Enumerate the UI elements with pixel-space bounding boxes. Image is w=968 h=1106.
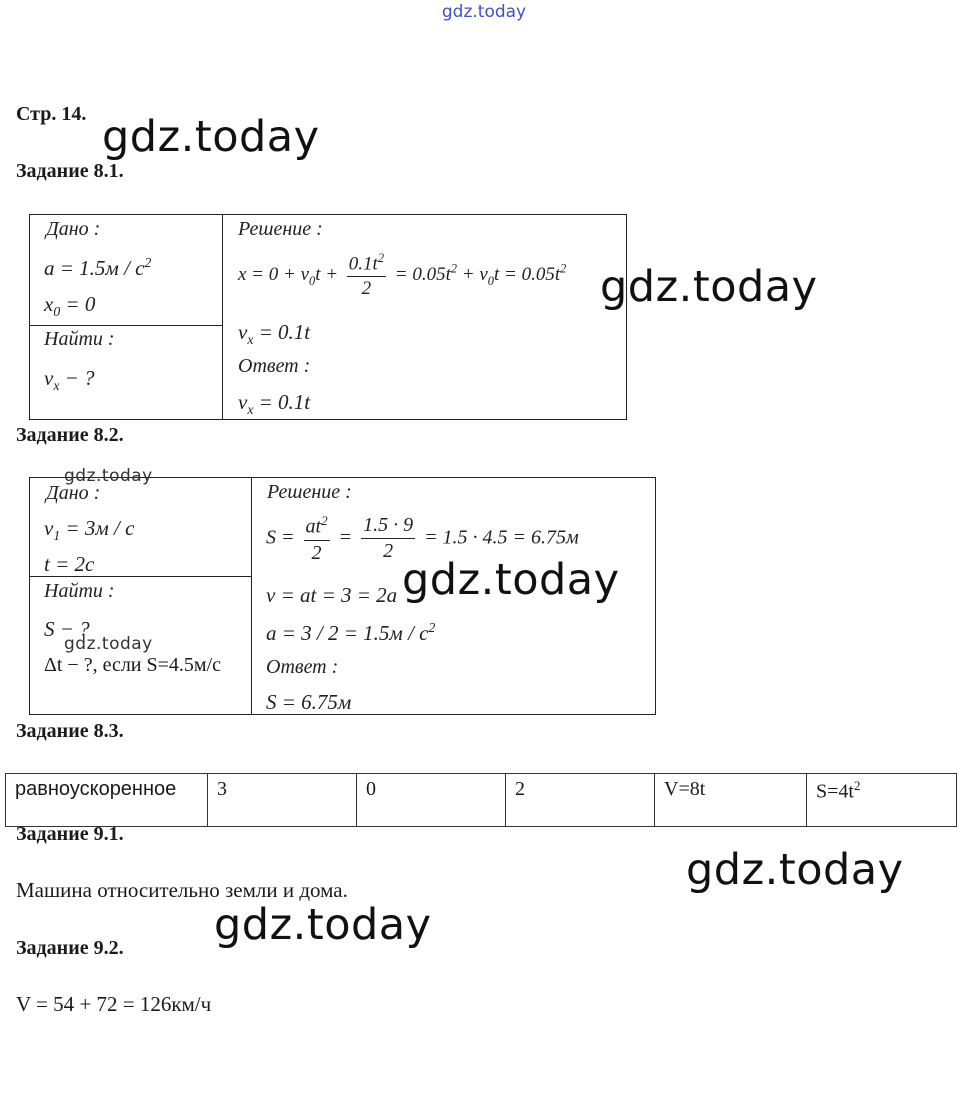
find-label-2: Найти : xyxy=(44,580,115,602)
solution-label-2: Решение : xyxy=(267,481,352,503)
solution-label: Решение : xyxy=(238,218,323,240)
watermark-1: gdz.today xyxy=(102,112,320,162)
table-cell: $S=4t^2$ xyxy=(807,774,957,827)
find-vx: $v_x$ − ? xyxy=(44,366,95,394)
top-watermark: gdz.today xyxy=(441,2,527,22)
solution-velocity: v = at = 3 = 2a xyxy=(266,583,398,607)
watermark-2: gdz.today xyxy=(600,262,818,312)
task-9-1-answer: Машина относительно земли и дома. xyxy=(16,878,348,902)
table-row xyxy=(6,774,957,827)
given-velocity: $v_1 = 3м / с$ xyxy=(44,516,135,544)
given-label-2: Дано : xyxy=(46,482,101,504)
watermark-5: gdz.today xyxy=(214,900,432,950)
solution-distance: S = $\frac{at^2}{2}$ = $\frac{1.5 \cdot 9}{2}$ = 1.5 · 4.5 = 6.75м xyxy=(266,513,579,564)
task-9-2-heading: Задание 9.2. xyxy=(16,937,124,959)
watermark-4: gdz.today xyxy=(686,845,904,895)
solution-acceleration: $a = 3 / 2 = 1.5м / с^2$ xyxy=(266,620,436,645)
task-8-2-heading: Задание 8.2. xyxy=(16,424,124,446)
find-delta-t: Δt − ?, если S=4.5м/с xyxy=(44,654,222,676)
table-cell: 2 xyxy=(506,774,655,827)
answer-label: Ответ : xyxy=(238,355,311,377)
table-cell: 3 xyxy=(208,774,357,827)
task-8-1-heading: Задание 8.1. xyxy=(16,160,124,182)
answer-label-2: Ответ : xyxy=(266,656,339,678)
find-distance: S − ? xyxy=(44,617,90,641)
task-8-3-table xyxy=(5,773,957,827)
find-label: Найти : xyxy=(44,328,115,350)
solution-equation: $x = 0 + v_0t$ + $\frac{0.1t^2}{2}$ = $0.05t^2 + v_0t = 0.05t^2$ xyxy=(238,251,567,300)
task-8-3-heading: Задание 8.3. xyxy=(16,720,124,742)
given-acceleration: $a = 1.5м / с^2$ xyxy=(44,255,152,280)
task-8-1-box xyxy=(29,214,627,420)
table-cell: 0 xyxy=(357,774,506,827)
answer-value-2: S = 6.75м xyxy=(266,690,352,714)
page-label: Стр. 14. xyxy=(16,103,87,125)
given-label: Дано : xyxy=(46,218,101,240)
watermark-3: gdz.today xyxy=(402,555,620,605)
given-x0: $x_0 = 0$ xyxy=(44,292,96,320)
given-time: t = 2с xyxy=(44,552,95,576)
table-cell: V=8t xyxy=(655,774,807,827)
solution-vx: $v_x = 0.1t$ xyxy=(238,320,311,348)
watermark-small-2: gdz.today xyxy=(64,634,153,654)
answer-value: $v_x = 0.1t$ xyxy=(238,390,311,418)
watermark-small-1: gdz.today xyxy=(64,466,153,486)
task-9-1-heading: Задание 9.1. xyxy=(16,823,124,845)
task-9-2-answer: V = 54 + 72 = 126км/ч xyxy=(16,992,212,1016)
table-cell: равноускоренное xyxy=(6,774,208,827)
